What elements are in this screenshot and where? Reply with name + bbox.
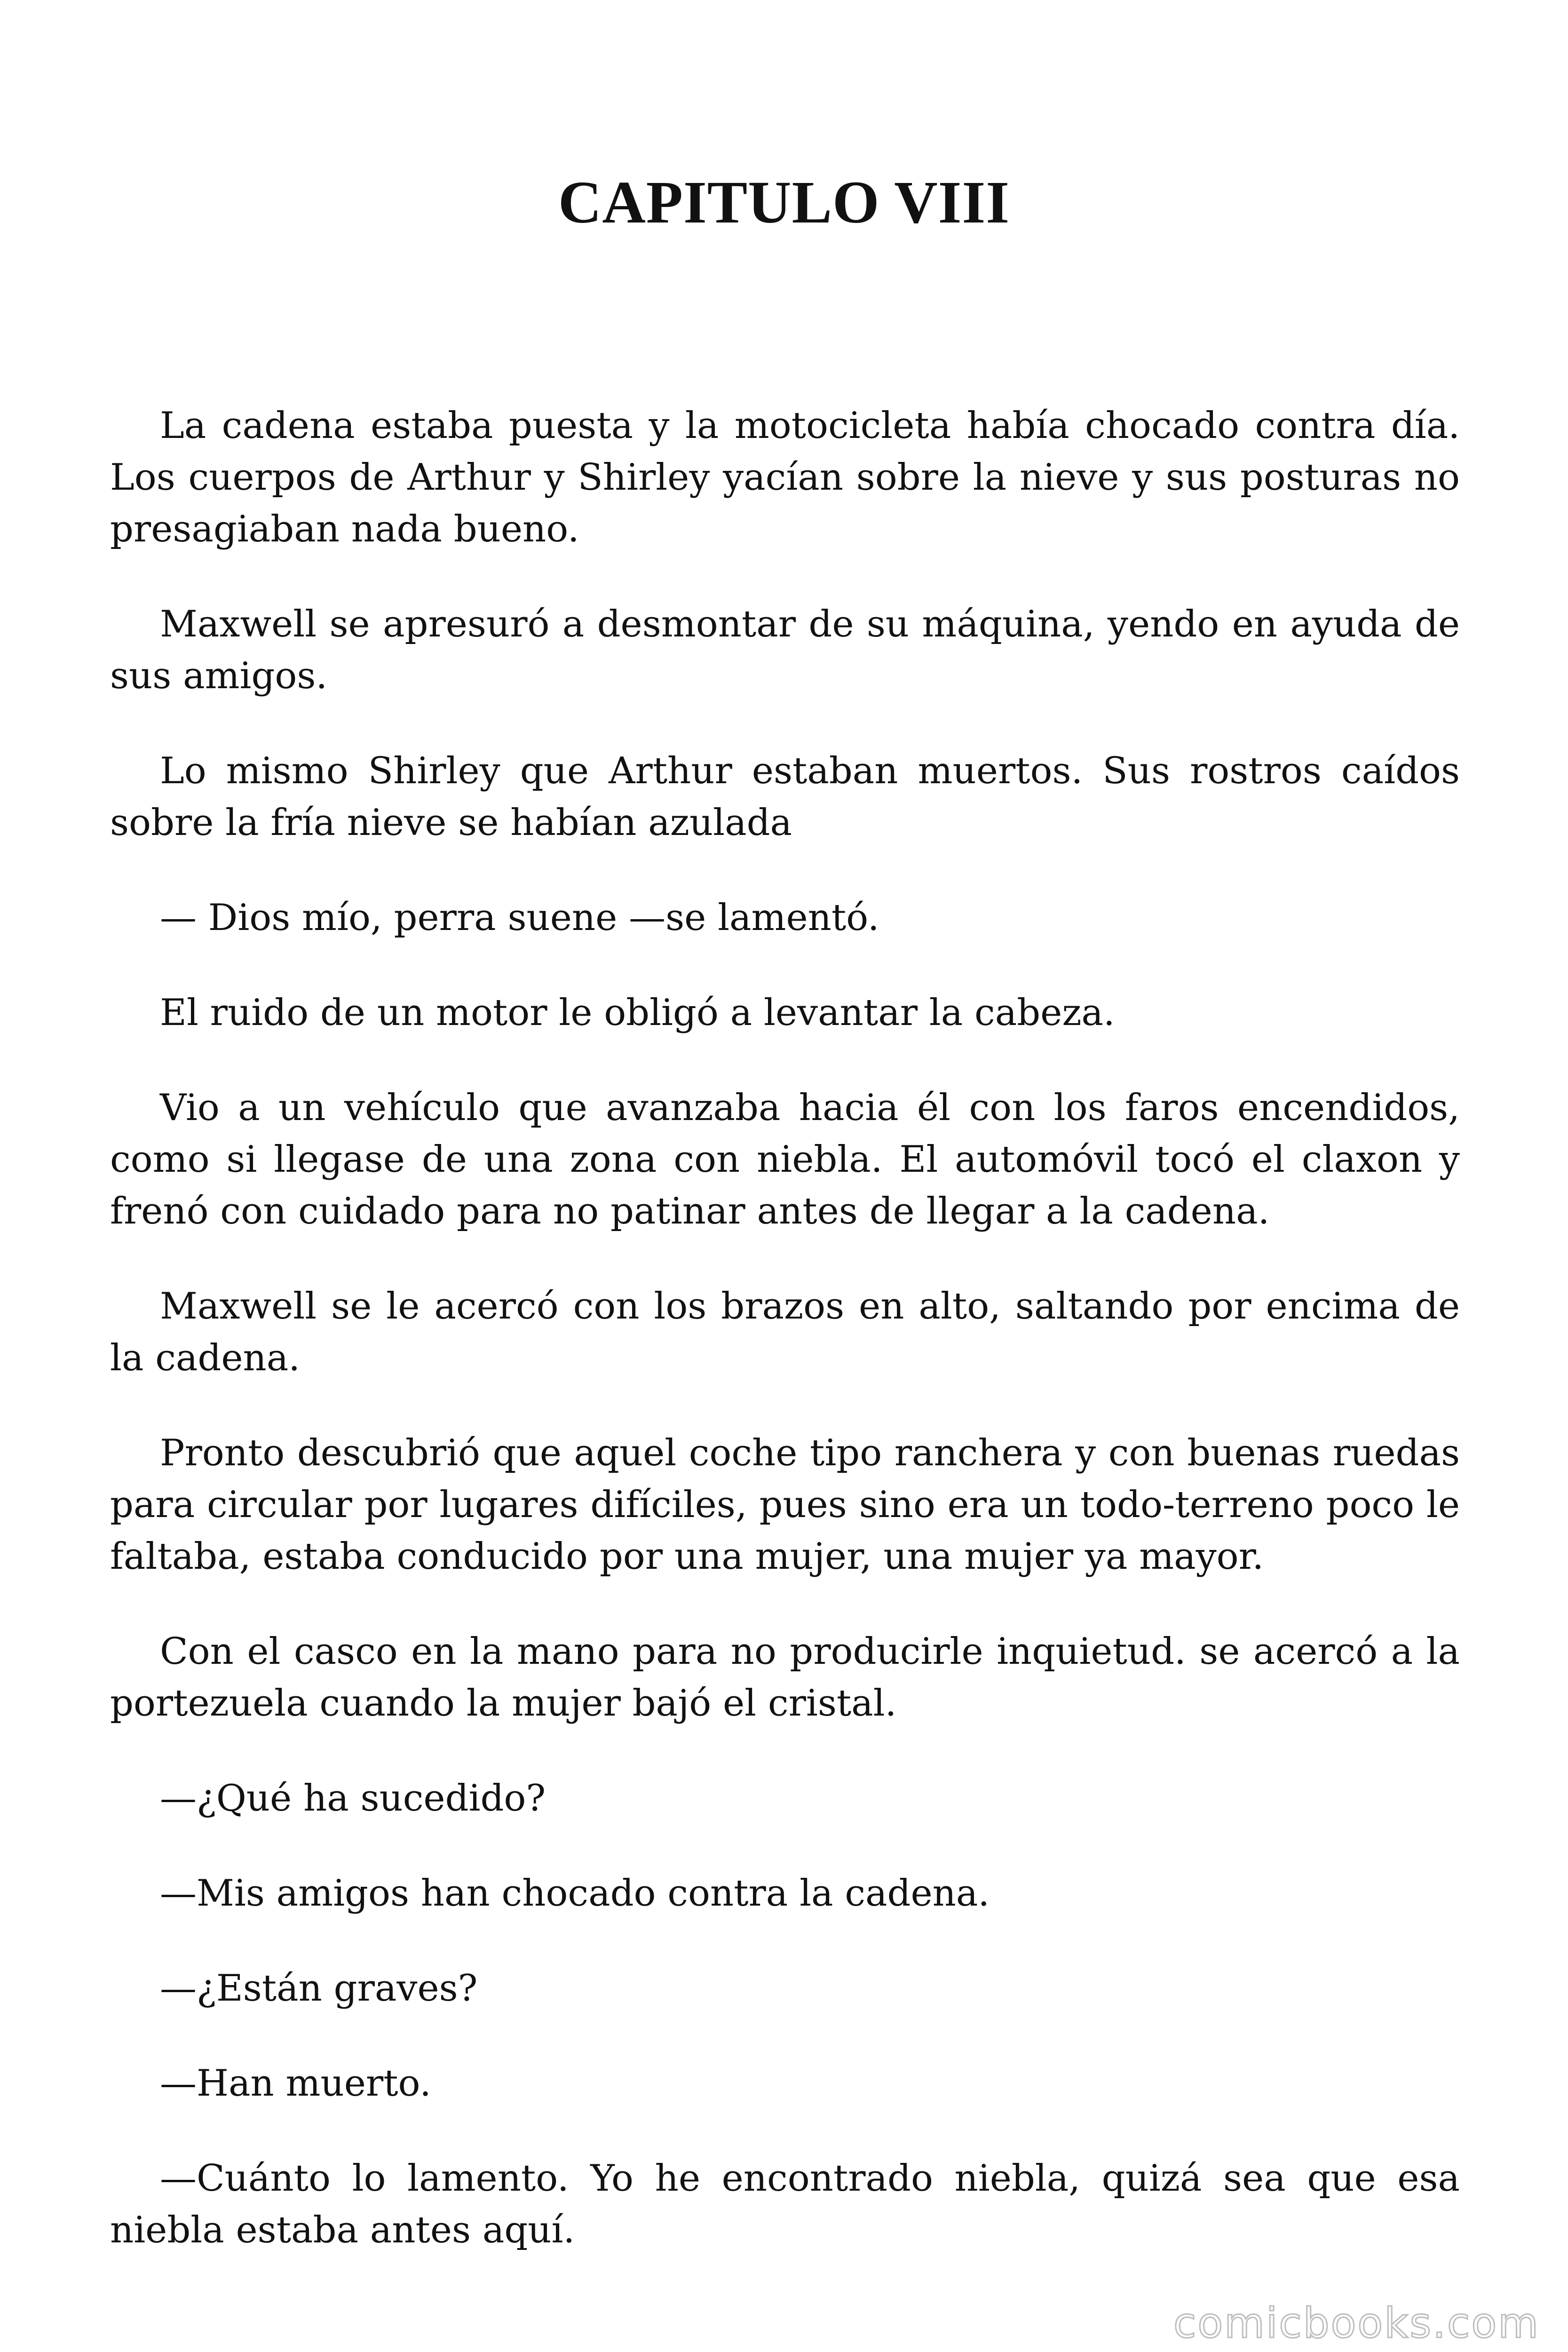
dialogue-line: —¿Están graves? [160, 1967, 478, 2010]
paragraph: Lo mismo Shirley que Arthur estaban muertos. Sus rostros caídos sobre la fría nieve se habían azulada [110, 750, 1460, 844]
paragraph: Pronto descubrió que aquel coche tipo ranchera y con buenas ruedas para circular por lugares difíciles, pues sino era un todo-terreno poco le faltaba, estaba conducido por una mujer, una mujer ya mayor. [110, 1432, 1460, 1578]
dialogue-line: — Dios mío, perra suene —se lamentó. [160, 897, 879, 939]
paragraph: Maxwell se apresuró a desmontar de su máquina, yendo en ayuda de sus amigos. [110, 603, 1460, 697]
watermark: comicbooks.com [1173, 2299, 1540, 2347]
dialogue-line: —Cuánto lo lamento. Yo he encontrado niebla, quizá sea que esa niebla estaba antes aquí. [110, 2157, 1460, 2251]
dialogue-line: —Mis amigos han chocado contra la cadena. [160, 1872, 990, 1915]
paragraph: Maxwell se le acercó con los brazos en alto, saltando por encima de la cadena. [110, 1285, 1460, 1379]
paragraph: La cadena estaba puesta y la motocicleta había chocado contra día. Los cuerpos de Arthur y Shirley yacían sobre la nieve y sus posturas no presagiaban nada bueno. [110, 405, 1460, 550]
dialogue-line: —¿Qué ha sucedido? [160, 1777, 546, 1820]
chapter-title: CAPITULO VIII [558, 169, 1010, 236]
chapter-body [110, 400, 1460, 2299]
dialogue-line: —Han muerto. [160, 2062, 431, 2105]
paragraph: El ruido de un motor le obligó a levantar la cabeza. [160, 992, 1115, 1034]
paragraph: Vio a un vehículo que avanzaba hacia él con los faros encendidos, como si llegase de una zona con niebla. El automóvil tocó el claxon y frenó con cuidado para no patinar antes de llegar a la cadena. [110, 1087, 1460, 1232]
paragraph: Con el casco en la mano para no producirle inquietud. se acercó a la portezuela cuando la mujer bajó el cristal. [110, 1630, 1460, 1724]
